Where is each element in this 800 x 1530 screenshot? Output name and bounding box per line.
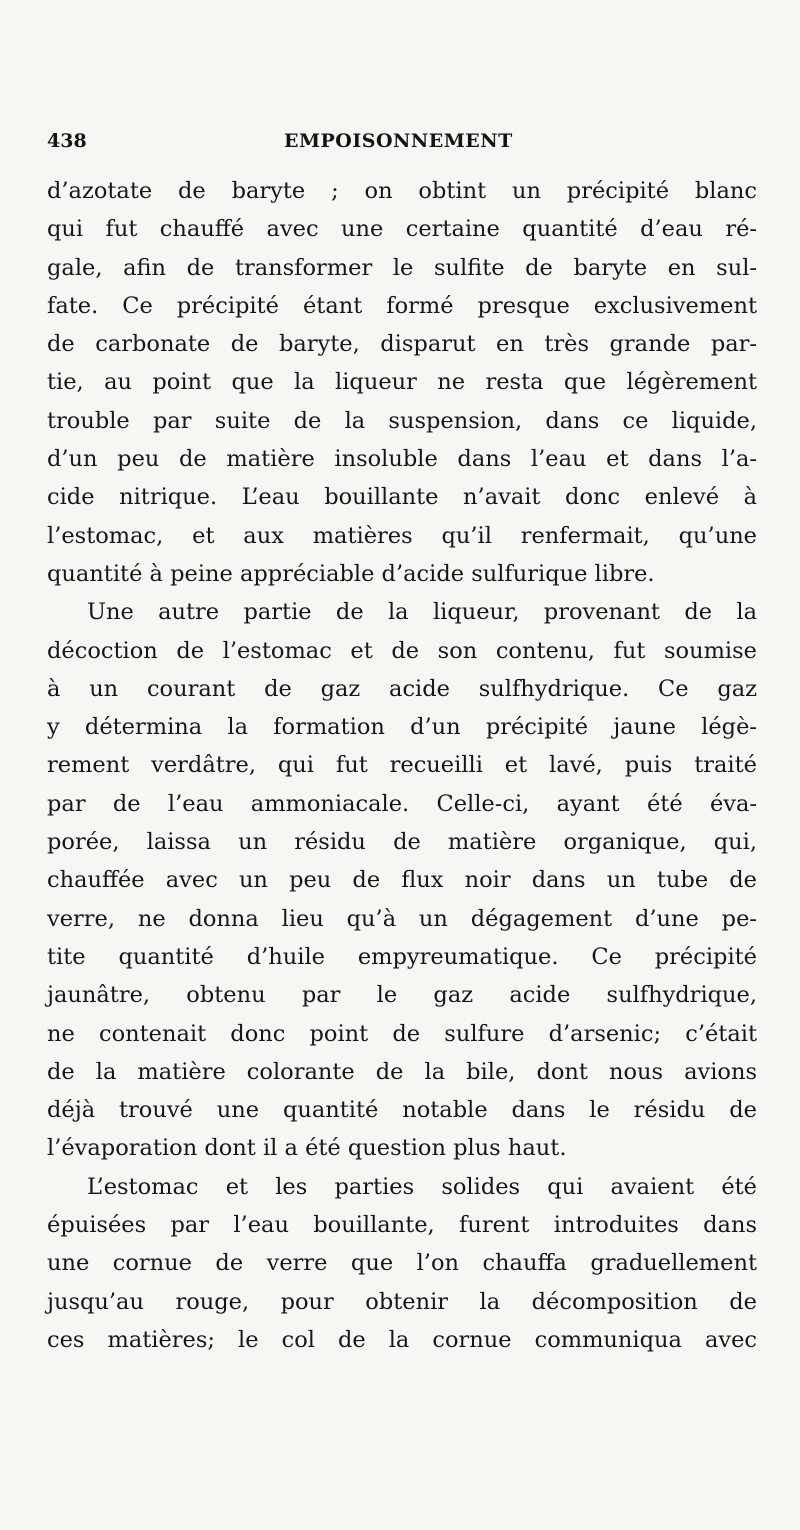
text-line: ne contenait donc point de sulfure d’arsenic; c’était	[47, 1020, 757, 1047]
page-number: 438	[47, 130, 87, 152]
text-line: de la matière colorante de la bile, dont nous avions	[47, 1058, 757, 1085]
running-title: EMPOISONNEMENT	[284, 130, 513, 152]
text-line: jusqu’au rouge, pour obtenir la décomposition de	[47, 1288, 757, 1315]
body-text	[47, 172, 757, 1359]
text-line: Une autre partie de la liqueur, provenant de la	[87, 599, 757, 626]
text-line: gale, afin de transformer le sulfite de baryte en sul-	[47, 254, 757, 281]
text-line: d’azotate de baryte ; on obtint un précipité blanc	[47, 178, 757, 204]
text-line: porée, laissa un résidu de matière organique, qui,	[47, 829, 757, 856]
text-line: l’estomac, et aux matières qu’il renfermait, qu’une	[47, 522, 757, 549]
text-line: chauffée avec un peu de flux noir dans un tube de	[47, 867, 757, 894]
text-line: jaunâtre, obtenu par le gaz acide sulfhydrique,	[47, 982, 757, 1009]
text-line: épuisées par l’eau bouillante, furent introduites dans	[47, 1212, 757, 1239]
text-line: fate. Ce précipité étant formé presque exclusivement	[47, 292, 757, 319]
text-line: à un courant de gaz acide sulfhydrique. Ce gaz	[47, 675, 757, 702]
text-line: de carbonate de baryte, disparut en très grande par-	[47, 331, 757, 358]
text-line: décoction de l’estomac et de son contenu, fut soumise	[47, 637, 757, 664]
text-line: ces matières; le col de la cornue communiqua avec	[47, 1326, 757, 1353]
text-line: tie, au point que la liqueur ne resta que légèrement	[47, 369, 757, 396]
text-line: cide nitrique. L’eau bouillante n’avait donc enlevé à	[47, 484, 757, 511]
text-line: rement verdâtre, qui fut recueilli et lavé, puis traité	[47, 752, 757, 779]
text-line: par de l’eau ammoniacale. Celle-ci, ayant été éva-	[47, 790, 757, 817]
text-line: une cornue de verre que l’on chauffa graduellement	[47, 1250, 757, 1277]
text-line: tite quantité d’huile empyreumatique. Ce précipité	[47, 943, 757, 970]
text-line: l’évaporation dont il a été question plus haut.	[47, 1135, 567, 1162]
text-line: qui fut chauffé avec une certaine quantité d’eau ré-	[47, 216, 757, 243]
page-header	[47, 130, 747, 160]
text-line: d’un peu de matière insoluble dans l’eau et dans l’a-	[47, 446, 757, 473]
text-line: déjà trouvé une quantité notable dans le résidu de	[47, 1097, 757, 1124]
text-line: quantité à peine appréciable d’acide sulfurique libre.	[47, 560, 655, 587]
text-line: y détermina la formation d’un précipité jaune légè-	[47, 714, 757, 741]
text-line: verre, ne donna lieu qu’à un dégagement d’une pe-	[47, 905, 757, 932]
text-line: trouble par suite de la suspension, dans ce liquide,	[47, 407, 757, 434]
text-line: L’estomac et les parties solides qui avaient été	[87, 1173, 757, 1200]
